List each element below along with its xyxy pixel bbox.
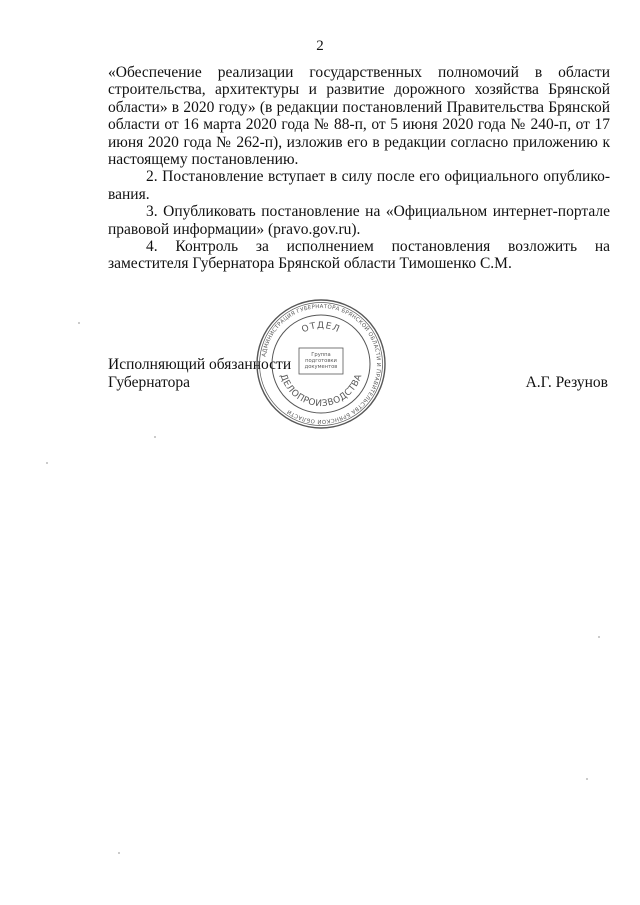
svg-text:ДЕЛОПРОИЗВОДСТВА (278, 372, 365, 409)
seal-outer-text: АДМИНИСТРАЦИЯ ГУБЕРНАТОРА БРЯНСКОЙ ОБЛАСТИ И ПРАВИТЕЛЬСТВА БРЯНСКОЙ ОБЛАСТИ (261, 303, 382, 425)
scan-speck (154, 436, 156, 438)
scan-speck (586, 778, 588, 780)
signatory-title-line2: Губернатора (108, 374, 190, 391)
seal-inner-bottom-text: ДЕЛОПРОИЗВОДСТВА (277, 372, 365, 410)
scan-speck (78, 322, 80, 324)
svg-text:ОТДЕЛ (300, 321, 341, 335)
seal-inner-top-text: ОТДЕЛ (300, 320, 342, 336)
paragraph-continuation: «Обеспечение реализации государственных полномочий в области строительства, архитектуры и развитие дорожного хозяйства Брянской области» в 2020 году» (в редакции постановлений Правительства Брянской области от 16 марта 2020 года № 88-п, от 5 июня 2020 года № 240-п, от 17 июня 2020 года № 262-п), изложив его в редакции согласно приложению к настоящему постановлению. (108, 64, 610, 169)
scan-speck (598, 636, 600, 638)
paragraph-item-4: 4. Контроль за исполнением постановления возложить на заместителя Губернатора Брянской области Тимошенко С.М. (108, 238, 610, 273)
signatory-name: А.Г. Резунов (525, 374, 608, 391)
signatory-title-line1: Исполняющий обязанности (108, 356, 292, 373)
scan-speck (118, 852, 120, 854)
scan-speck (46, 462, 48, 464)
document-body (108, 64, 610, 273)
paragraph-item-2: 2. Постановление вступает в силу после его официального опублико-вания. (108, 168, 610, 203)
paragraph-item-3: 3. Опубликовать постановление на «Официальном интернет-портале правовой информации» (pravo.gov.ru). (108, 203, 610, 238)
seal-center-text: Группа подготовки документов (304, 352, 338, 371)
official-seal (255, 298, 387, 430)
page-number: 2 (316, 38, 324, 54)
